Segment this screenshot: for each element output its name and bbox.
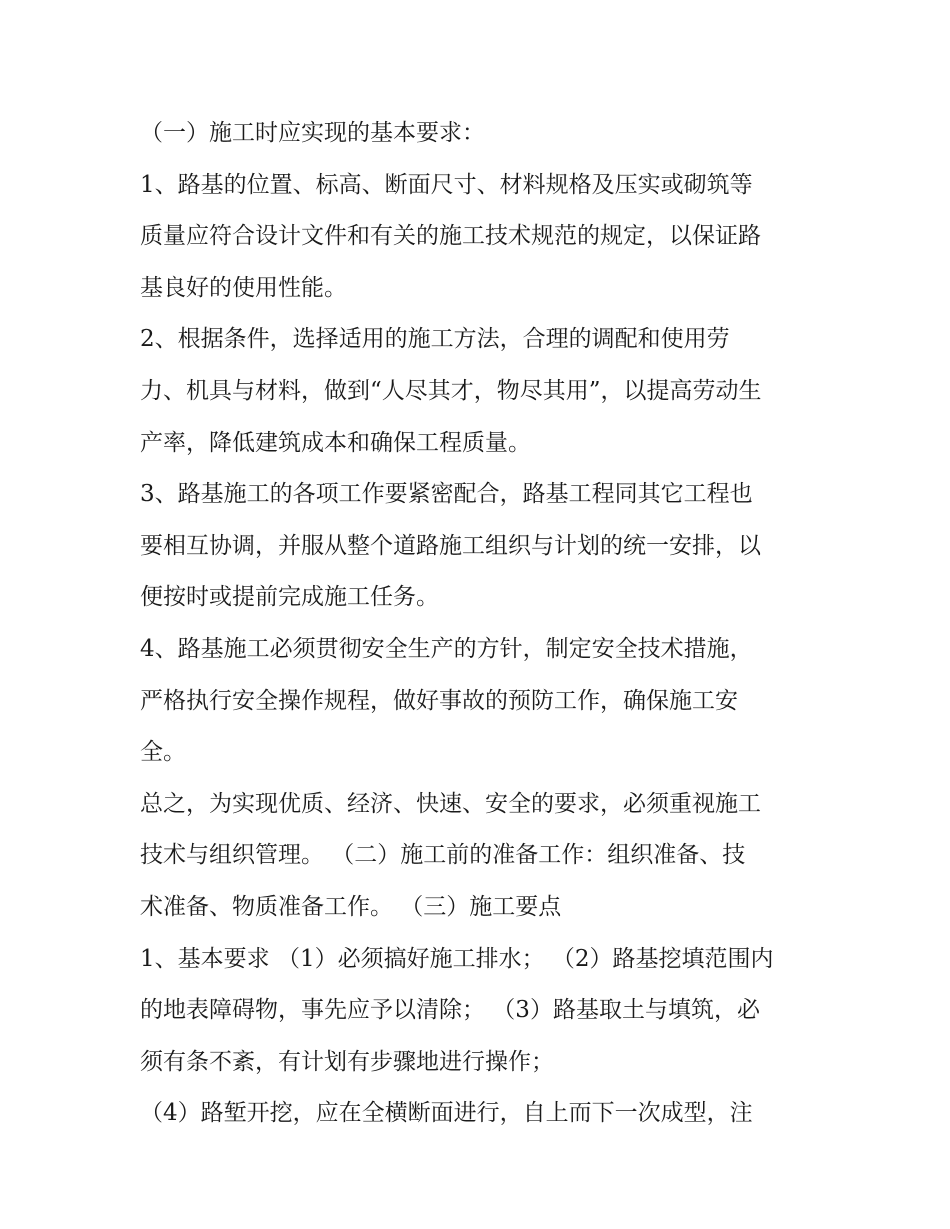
text-line: 3、路基施工的各项工作要紧密配合，路基工程同其它工程也 [140,481,753,508]
text-line: （4）路堑开挖，应在全横断面进行，自上而下一次成型，注 [140,1100,753,1127]
text-line: （一）施工时应实现的基本要求： [140,120,485,146]
text-line: 4、路基施工必须贯彻安全生产的方针，制定安全技术措施， [140,635,753,662]
text-line: 全。 [140,739,186,766]
text-line: 便按时或提前完成施工任务。 [140,584,439,611]
document-body [140,108,820,1140]
text-line: 质量应符合设计文件和有关的施工技术规范的规定，以保证路 [140,223,761,250]
text-line: 1、路基的位置、标高、断面尺寸、材料规格及压实或砌筑等 [140,171,753,198]
text-line: 力、机具与材料，做到“人尽其才，物尽其用”，以提高劳动生 [140,377,762,404]
text-line: 的地表障碍物，事先应予以清除； （3）路基取土与填筑，必 [140,997,760,1024]
text-line: 要相互协调，并服从整个道路施工组织与计划的统一安排，以 [140,532,761,559]
text-line: 严格执行安全操作规程，做好事故的预防工作，确保施工安 [140,687,738,714]
text-line: 术准备、物质准备工作。 （三）施工要点 [140,893,562,920]
text-line: 产率，降低建筑成本和确保工程质量。 [140,429,531,456]
text-line: 2、根据条件，选择适用的施工方法，合理的调配和使用劳 [140,326,730,353]
text-line: 1、基本要求 （1）必须搞好施工排水； （2）路基挖填范围内 [140,945,774,972]
text-line: 技术与组织管理。 （二）施工前的准备工作：组织准备、技 [140,842,746,869]
text-line: 总之，为实现优质、经济、快速、安全的要求，必须重视施工 [140,790,761,817]
text-line: 须有条不紊，有计划有步骤地进行操作； [140,1048,554,1075]
text-line: 基良好的使用性能。 [140,274,347,301]
